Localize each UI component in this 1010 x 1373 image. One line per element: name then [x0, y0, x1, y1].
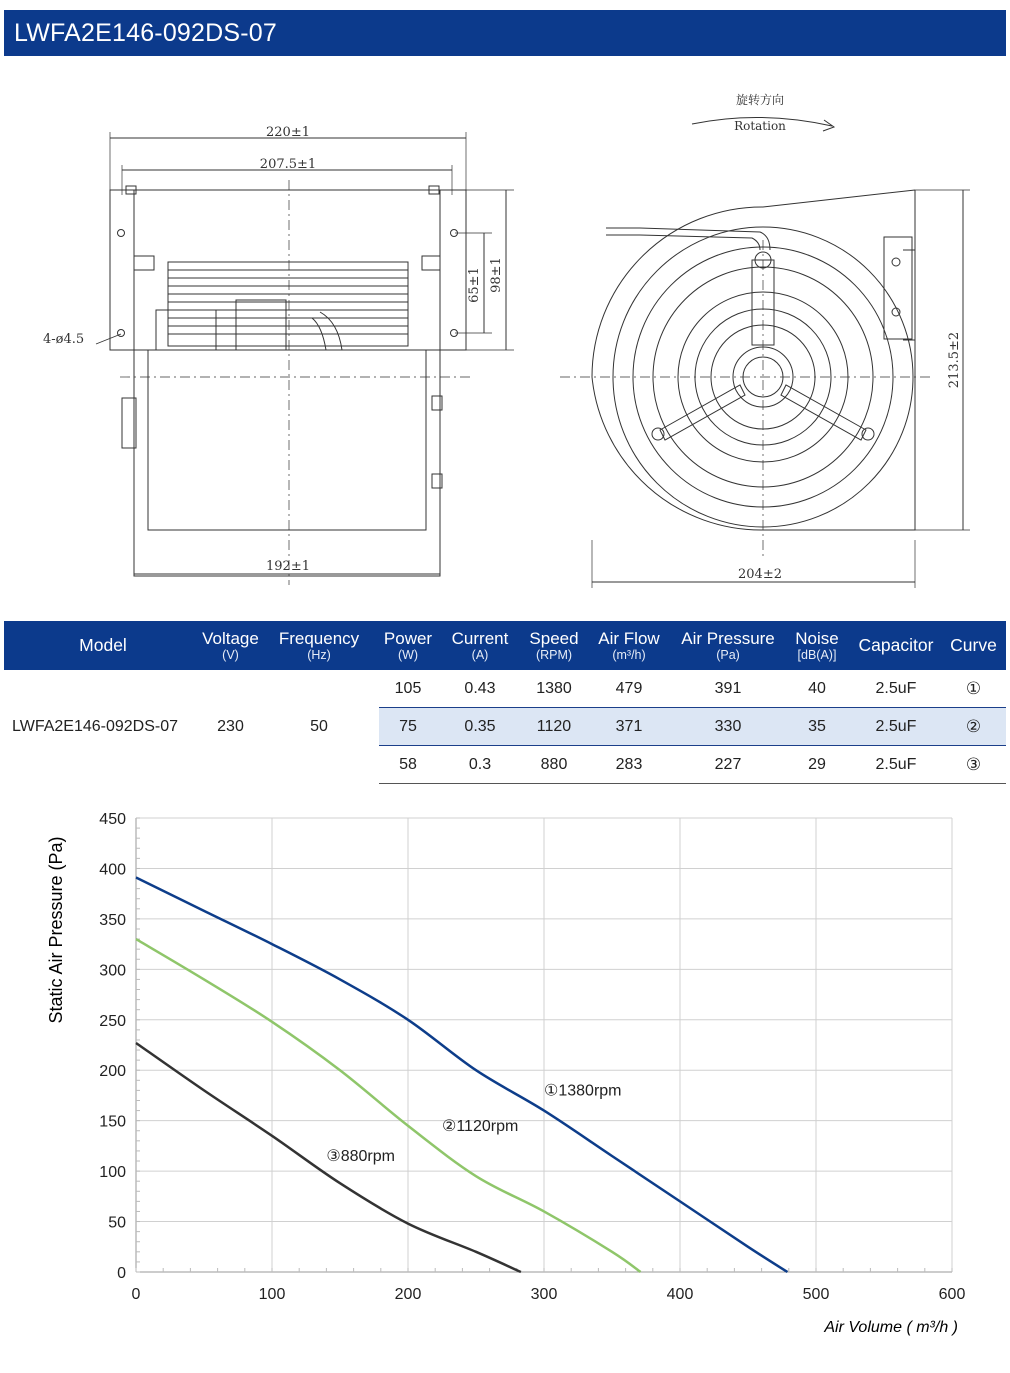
cell-capacitor: 2.5uF [875, 679, 917, 697]
rotation-label-cn: 旋转方向 [735, 93, 785, 107]
rotation-label-en: Rotation [734, 119, 786, 133]
x-tick-label: 600 [938, 1286, 966, 1303]
x-tick-label: 300 [530, 1286, 558, 1303]
header-current: Current (A) [451, 628, 509, 662]
header-model: Model [79, 635, 127, 655]
cell-power: 58 [379, 746, 437, 784]
cell-pressure: 330 [673, 708, 783, 746]
series-label-1: ①1380rpm [544, 1082, 622, 1100]
header-curve: Curve [950, 635, 997, 655]
chart-grid [136, 818, 952, 1272]
series-label-2: ②1120rpm [442, 1117, 519, 1135]
y-axis-label: Static Air Pressure (Pa) [46, 836, 66, 1024]
cell-frequency: 50 [310, 717, 328, 735]
page-title: LWFA2E146-092DS-07 [4, 10, 1006, 56]
x-tick-label: 0 [131, 1286, 141, 1303]
performance-chart [0, 800, 1010, 1360]
header-power: Power (W) [383, 628, 433, 662]
header-speed: Speed (RPM) [529, 628, 579, 662]
cell-noise: 40 [808, 679, 826, 697]
table-row [4, 670, 1006, 708]
x-tick-label: 100 [258, 1286, 286, 1303]
cell-curve: ③ [941, 746, 1006, 784]
cell-curve: ① [965, 678, 982, 699]
header-pressure: Air Pressure (Pa) [681, 628, 775, 662]
cell-curve: ② [941, 708, 1006, 746]
x-axis-label: Air Volume ( m³/h ) [824, 1319, 958, 1336]
y-tick-label: 150 [99, 1113, 126, 1131]
y-tick-label: 300 [99, 962, 126, 980]
x-tick-label: 200 [394, 1286, 422, 1303]
cell-current: 0.3 [437, 746, 523, 784]
cell-speed: 880 [523, 746, 585, 784]
y-tick-label: 400 [99, 861, 126, 879]
cell-capacitor: 2.5uF [851, 746, 941, 784]
header-noise: Noise [dB(A)] [795, 628, 839, 662]
dim-holes: 4-ø4.5 [43, 332, 85, 347]
dim-220: 220±1 [266, 125, 310, 140]
cell-noise: 35 [783, 708, 851, 746]
cell-speed: 1120 [523, 708, 585, 746]
dim-98: 98±1 [489, 257, 504, 293]
y-tick-label: 250 [99, 1012, 126, 1030]
header-frequency: Frequency (Hz) [278, 628, 360, 662]
y-tick-label: 50 [108, 1214, 126, 1232]
cell-power: 75 [379, 708, 437, 746]
cell-airflow: 283 [585, 746, 673, 784]
cell-airflow: 479 [615, 679, 643, 697]
header-voltage: Voltage (V) [202, 628, 259, 662]
series-label-3: ③880rpm [326, 1148, 395, 1166]
series-line-2 [136, 939, 641, 1272]
x-tick-labels [132, 1286, 966, 1303]
header-capacitor: Capacitor [858, 635, 934, 655]
y-tick-label: 100 [99, 1164, 126, 1182]
table-header-row [4, 621, 1006, 670]
cell-pressure: 227 [673, 746, 783, 784]
y-tick-labels [99, 811, 126, 1282]
dim-207-5: 207.5±1 [259, 157, 317, 172]
header-airflow: Air Flow (m³/h) [598, 628, 660, 662]
x-tick-label: 500 [802, 1286, 830, 1303]
cell-power: 105 [394, 679, 422, 697]
cell-current: 0.35 [437, 708, 523, 746]
dim-213-5: 213.5±2 [947, 331, 962, 389]
y-tick-label: 200 [99, 1063, 126, 1081]
y-tick-label: 0 [117, 1265, 126, 1282]
series-line-1 [136, 878, 787, 1272]
dim-65: 65±1 [467, 267, 482, 303]
cell-model: LWFA2E146-092DS-07 [12, 717, 179, 735]
x-tick-label: 400 [666, 1286, 694, 1303]
y-tick-label: 450 [99, 811, 126, 828]
chart-series [136, 878, 787, 1272]
dim-192: 192±1 [266, 559, 310, 574]
cell-speed: 1380 [536, 679, 572, 697]
cell-capacitor: 2.5uF [851, 708, 941, 746]
dim-204: 204±2 [738, 567, 782, 582]
cell-pressure: 391 [714, 679, 742, 697]
cell-airflow: 371 [585, 708, 673, 746]
cell-current: 0.43 [464, 679, 496, 697]
cell-noise: 29 [783, 746, 851, 784]
cell-voltage: 230 [217, 717, 244, 735]
spec-table [4, 621, 1006, 784]
y-tick-label: 350 [99, 911, 126, 929]
dimension-drawing [0, 80, 1010, 600]
